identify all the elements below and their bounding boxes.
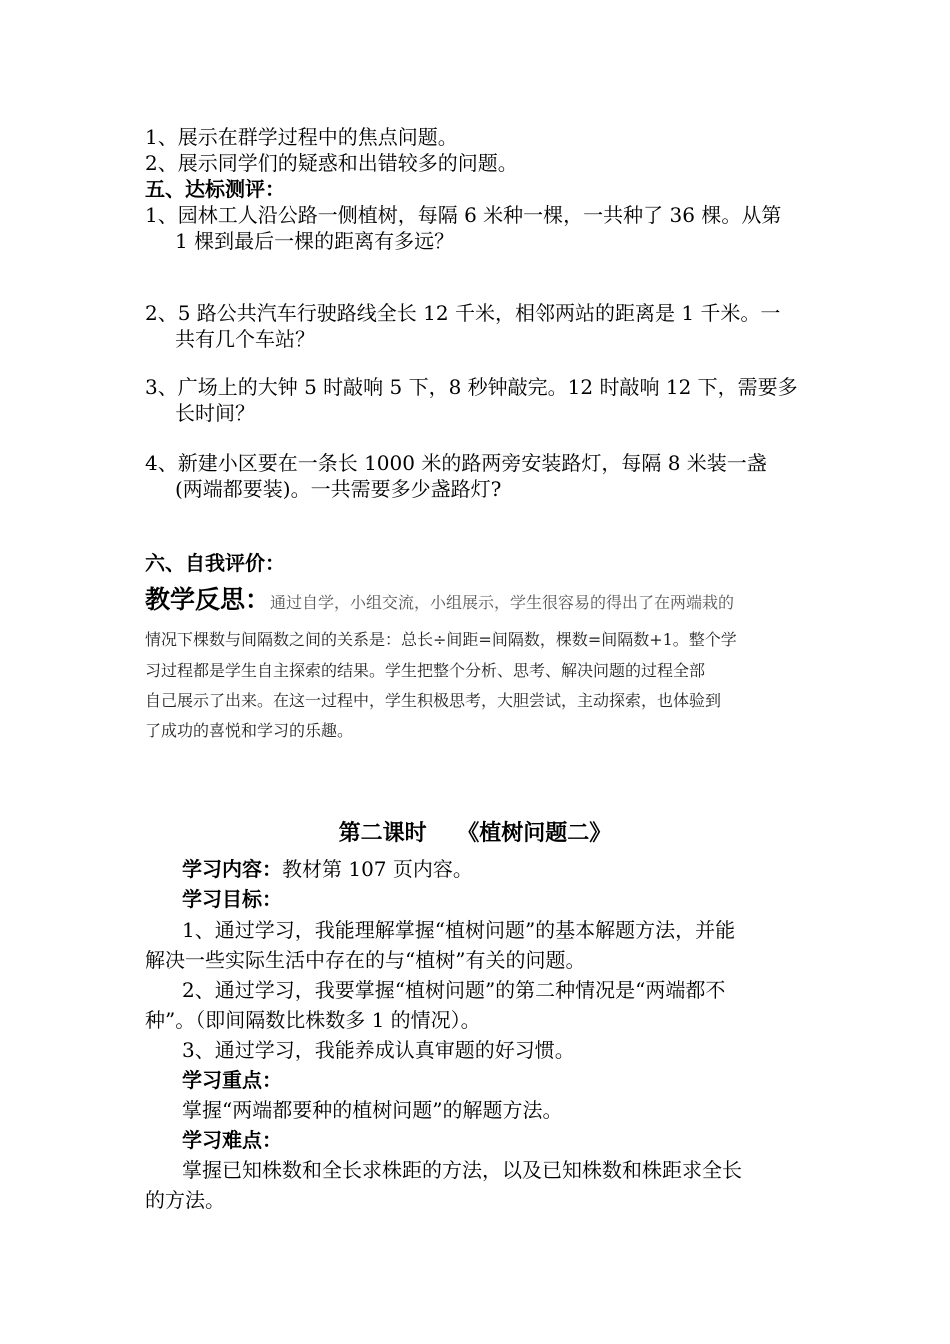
display-item-2: 2、展示同学们的疑惑和出错较多的问题。 bbox=[145, 151, 518, 175]
reflection-text-1: 通过自学，小组交流，小组展示，学生很容易的得出了在两端栽的 bbox=[270, 593, 735, 612]
goal-3: 3、通过学习，我能养成认真审题的好习惯。 bbox=[182, 1038, 575, 1062]
difficulty-text-1: 掌握已知株数和全长求株距的方法，以及已知株数和株距求全长 bbox=[182, 1158, 742, 1182]
question-4-line-2: (两端都要装)。一共需要多少盏路灯? bbox=[175, 477, 502, 501]
question-2-line-1: 2、5 路公共汽车行驶路线全长 12 千米，相邻两站的距离是 1 千米。一 bbox=[145, 301, 781, 325]
goals-label: 学习目标： bbox=[182, 887, 282, 911]
reflection-text-5: 了成功的喜悦和学习的乐趣。 bbox=[145, 721, 354, 740]
section-5-heading: 五、达标测评： bbox=[145, 177, 285, 201]
reflection-text-3: 习过程都是学生自主探索的结果。学生把整个分析、思考、解决问题的过程全部 bbox=[145, 661, 706, 680]
reflection-first-line bbox=[145, 584, 734, 619]
question-1-line-1: 1、园林工人沿公路一侧植树，每隔 6 米种一棵，一共种了 36 棵。从第 bbox=[145, 203, 782, 227]
reflection-text-2: 情况下棵数与间隔数之间的关系是：总长÷间距=间隔数，棵数=间隔数+1。整个学 bbox=[145, 630, 737, 649]
key-point-label: 学习重点： bbox=[182, 1068, 282, 1092]
question-3-line-2: 长时间？ bbox=[175, 401, 255, 425]
question-3-line-1: 3、广场上的大钟 5 时敲响 5 下，8 秒钟敲完。12 时敲响 12 下，需要多 bbox=[145, 375, 798, 399]
lesson-2-title: 第二课时 《植树问题二》 bbox=[338, 821, 612, 846]
goal-2-line-2: 种”。（即间隔数比株数多 1 的情况）。 bbox=[145, 1008, 481, 1032]
content-value: 教材第 107 页内容。 bbox=[282, 857, 473, 881]
key-point-text: 掌握“两端都要种的植树问题”的解题方法。 bbox=[182, 1098, 563, 1122]
display-item-1: 1、展示在群学过程中的焦点问题。 bbox=[145, 125, 458, 149]
goal-2-line-1: 2、通过学习，我要掌握“植树问题”的第二种情况是“两端都不 bbox=[182, 978, 726, 1002]
difficulty-label: 学习难点： bbox=[182, 1128, 282, 1152]
content-row bbox=[182, 856, 473, 882]
difficulty-text-2: 的方法。 bbox=[145, 1188, 225, 1212]
goal-1-line-2: 解决一些实际生活中存在的与“植树”有关的问题。 bbox=[145, 948, 586, 972]
question-2-line-2: 共有几个车站？ bbox=[175, 327, 315, 351]
goal-1-line-1: 1、通过学习，我能理解掌握“植树问题”的基本解题方法，并能 bbox=[182, 918, 736, 942]
section-6-heading: 六、自我评价： bbox=[145, 551, 285, 575]
question-4-line-1: 4、新建小区要在一条长 1000 米的路两旁安装路灯，每隔 8 米装一盏 bbox=[145, 451, 767, 475]
reflection-label: 教学反思： bbox=[145, 585, 271, 614]
content-label: 学习内容： bbox=[182, 857, 282, 881]
question-1-line-2: 1 棵到最后一棵的距离有多远？ bbox=[175, 229, 455, 253]
reflection-text-4: 自己展示了出来。在这一过程中，学生积极思考，大胆尝试，主动探索，也体验到 bbox=[145, 691, 722, 710]
